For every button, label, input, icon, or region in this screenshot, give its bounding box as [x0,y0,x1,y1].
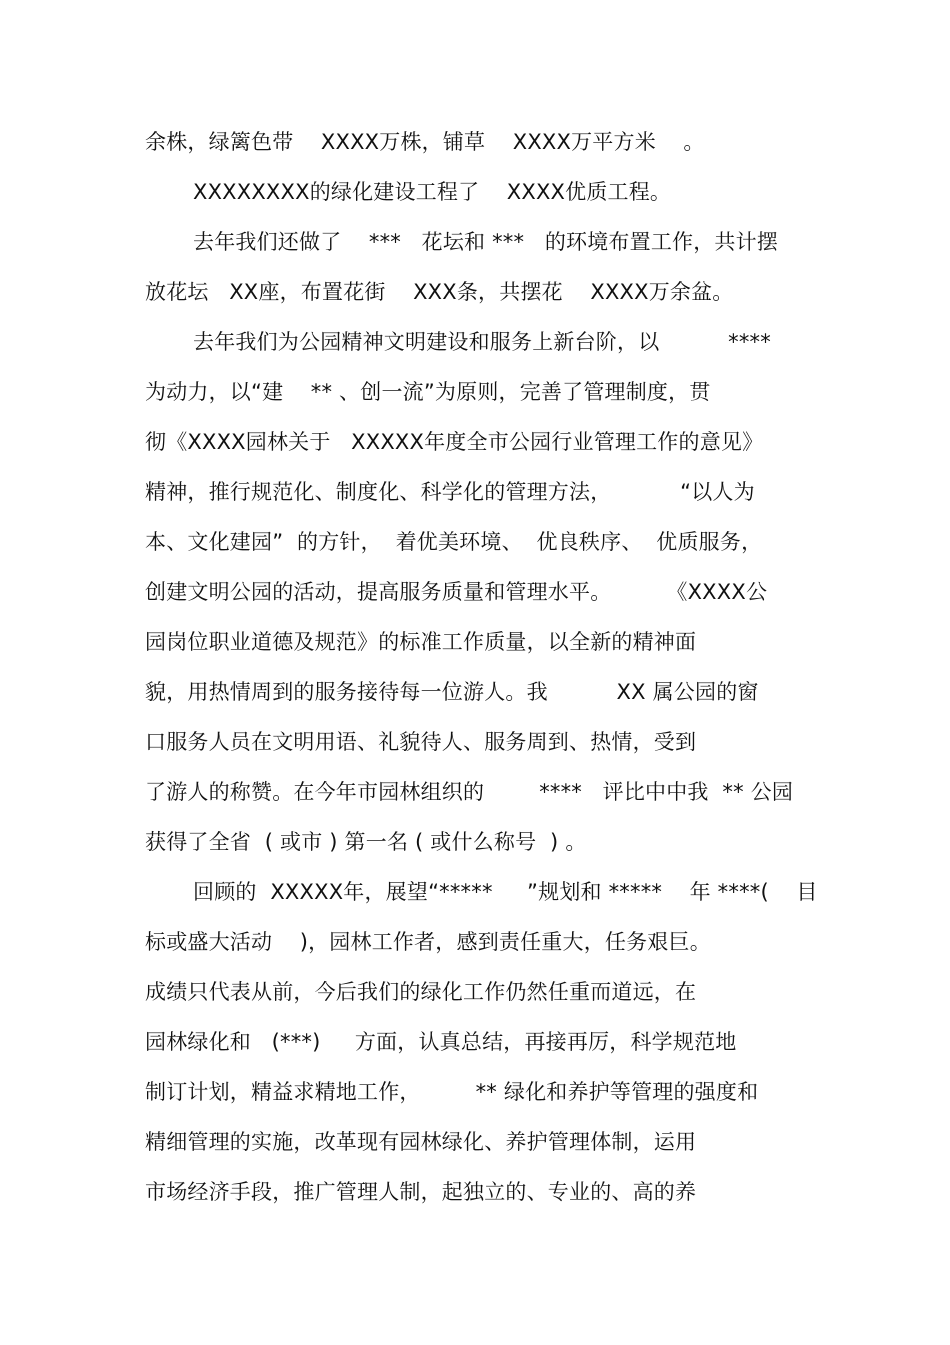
text-line: 去年我们为公园精神文明建设和服务上新台阶，以 **** [193,330,771,354]
text-line: 精神，推行规范化、制度化、科学化的管理方法， “以人为 [145,480,755,504]
text-line: 制订计划，精益求精地工作， ** 绿化和养护等管理的强度和 [145,1080,759,1104]
text-line: 市场经济手段，推广管理人制，起独立的、专业的、高的养 [145,1180,697,1204]
text-line: 本、文化建园” 的方针， 着优美环境、 优良秩序、 优质服务， [145,530,763,554]
text-line: 为动力，以“建 ** 、创一流”为原则，完善了管理制度，贯 [145,380,711,404]
text-line: 了游人的称赞。在今年市园林组织的 **** 评比中中我 ** 公园 [145,780,794,804]
text-line: 口服务人员在文明用语、礼貌待人、服务周到、热情，受到 [145,730,697,754]
text-line: 园岗位职业道德及规范》的标准工作质量，以全新的精神面 [145,630,697,654]
text-line: 标或盛大活动 )，园林工作者，感到责任重大，任务艰巨。 [145,930,711,954]
text-line: 去年我们还做了 *** 花坛和 *** 的环境布置工作，共计摆 [193,230,779,254]
text-line: 貌，用热情周到的服务接待每一位游人。我 XX 属公园的窗 [145,680,759,704]
text-line: 创建文明公园的活动，提高服务质量和管理水平。 《XXXX公 [145,580,768,604]
text-line: 获得了全省 ( 或市 ) 第一名 ( 或什么称号 ) 。 [145,830,587,854]
text-line: 成绩只代表从前，今后我们的绿化工作仍然任重而道远，在 [145,980,697,1004]
text-line: 回顾的 XXXXX年，展望“***** ”规划和 ***** 年 ****( 目 [193,880,818,904]
text-line: 彻《XXXX园林关于 XXXXX年度全市公园行业管理工作的意见》 [145,430,764,454]
text-line: 余株，绿篱色带 XXXX万株，铺草 XXXX万平方米 。 [145,130,705,154]
text-line: 放花坛 XX座，布置花街 XXX条，共摆花 XXXX万余盆。 [145,280,734,304]
text-line: 精细管理的实施，改革现有园林绿化、养护管理体制，运用 [145,1130,697,1154]
text-line: XXXXXXXX的绿化建设工程了 XXXX优质工程。 [193,180,672,204]
text-line: 园林绿化和 (***) 方面，认真总结，再接再厉，科学规范地 [145,1030,737,1054]
